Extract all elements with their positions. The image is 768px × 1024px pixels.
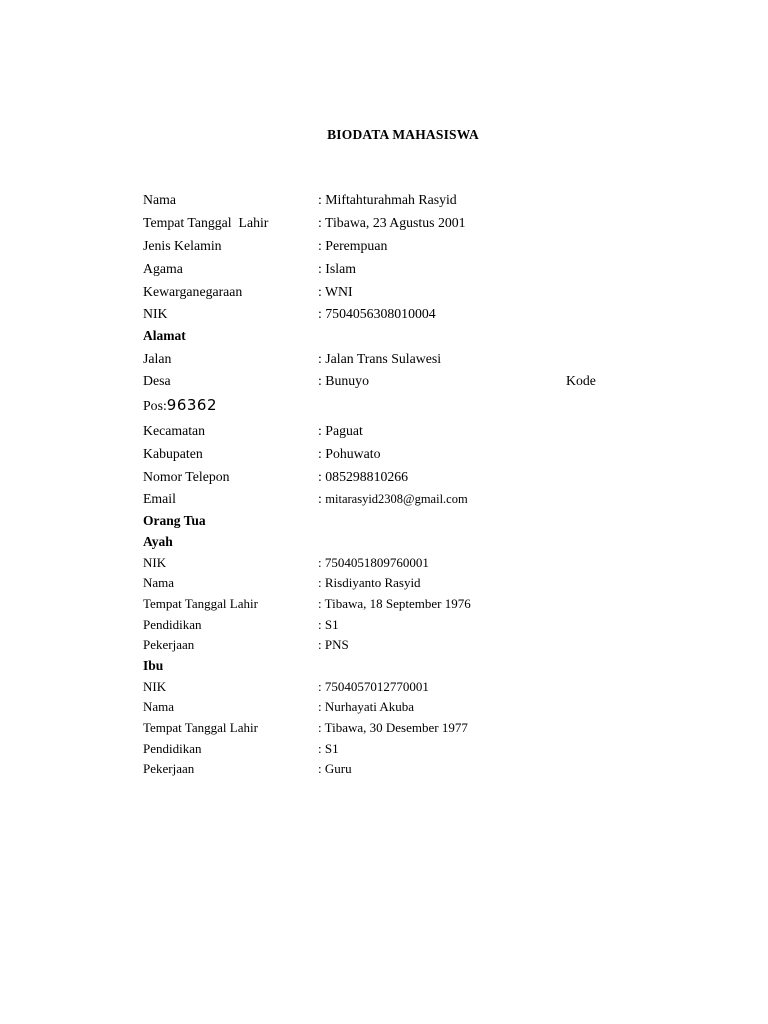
row-nama: [143, 192, 703, 212]
field-label: Tempat Tanggal Lahir: [143, 596, 258, 611]
field-label: Pendidikan: [143, 617, 202, 632]
field-label: Jenis Kelamin: [143, 238, 222, 253]
field-value: : 7504056308010004: [318, 306, 436, 321]
field-label: NIK: [143, 555, 167, 570]
row-kewarganegaraan: [143, 284, 703, 304]
field-value: : Guru: [318, 761, 352, 776]
field-value: : Perempuan: [318, 238, 388, 253]
field-value: : Tibawa, 23 Agustus 2001: [318, 215, 466, 230]
field-value: : 7504057012770001: [318, 679, 429, 694]
field-label: Kewarganegaraan: [143, 284, 243, 299]
row-agama: [143, 261, 703, 281]
row-nik: [143, 306, 703, 326]
row-jalan: [143, 351, 703, 371]
row-email: [143, 491, 703, 511]
kode-pos: [143, 396, 217, 414]
alamat-heading: Alamat: [143, 328, 186, 343]
field-value: : S1: [318, 617, 339, 632]
page-title: BIODATA MAHASISWA: [327, 127, 479, 142]
field-value: : PNS: [318, 637, 349, 652]
row-kecamatan: [143, 423, 703, 443]
email-link[interactable]: mitarasyid2308@gmail.com: [325, 492, 468, 506]
field-value: : Risdiyanto Rasyid: [318, 575, 421, 590]
row-desa: [143, 373, 703, 393]
field-value: : Pohuwato: [318, 446, 381, 461]
field-value: : Paguat: [318, 423, 363, 438]
row-tempat-tanggal-lahir: [143, 215, 703, 235]
field-value: : Miftahturahmah Rasyid: [318, 192, 457, 207]
field-label: NIK: [143, 679, 167, 694]
field-value: : 085298810266: [318, 469, 409, 484]
field-label: Desa: [143, 373, 171, 388]
pos-label: Pos:: [143, 398, 167, 413]
field-value: : Tibawa, 18 September 1976: [318, 596, 471, 611]
pos-value: 96362: [166, 396, 217, 414]
field-label: Email: [143, 491, 176, 506]
field-label: Nama: [143, 575, 175, 590]
field-label: Nomor Telepon: [143, 469, 230, 484]
field-value: : Islam: [318, 261, 356, 276]
field-value: : 7504051809760001: [318, 555, 429, 570]
row-jenis-kelamin: [143, 238, 703, 258]
row-ibu-ttl: [143, 720, 703, 740]
row-ayah-nik: [143, 555, 703, 575]
row-kabupaten: [143, 446, 703, 466]
row-ayah-nama: [143, 575, 703, 595]
row-nomor-telepon: [143, 469, 703, 489]
field-label: Kabupaten: [143, 446, 203, 461]
row-ayah-pekerjaan: [143, 637, 703, 657]
field-label: Kecamatan: [143, 423, 206, 438]
field-value: : Nurhayati Akuba: [318, 699, 415, 714]
field-label: Jalan: [143, 351, 172, 366]
orang-tua-heading: Orang Tua: [143, 513, 206, 528]
field-label: NIK: [143, 306, 168, 321]
field-label: Tempat Tanggal Lahir: [143, 215, 269, 230]
row-ibu-nik: [143, 679, 703, 699]
field-label: Pekerjaan: [143, 637, 195, 652]
field-label: Tempat Tanggal Lahir: [143, 720, 258, 735]
kode-label: Kode: [566, 373, 596, 388]
field-value: : WNI: [318, 284, 353, 299]
row-ibu-nama: [143, 699, 703, 719]
field-value: [318, 491, 468, 507]
field-label: Nama: [143, 699, 175, 714]
row-ayah-pendidikan: [143, 617, 703, 637]
field-value: : S1: [318, 741, 339, 756]
field-label: Pendidikan: [143, 741, 202, 756]
row-ibu-pekerjaan: [143, 761, 703, 781]
ayah-heading: Ayah: [143, 534, 173, 549]
row-ayah-ttl: [143, 596, 703, 616]
field-label: Agama: [143, 261, 183, 276]
field-label: Nama: [143, 192, 176, 207]
field-label: Pekerjaan: [143, 761, 195, 776]
ibu-heading: Ibu: [143, 658, 164, 673]
email-colon: :: [318, 491, 326, 506]
field-value: : Tibawa, 30 Desember 1977: [318, 720, 468, 735]
field-value: : Jalan Trans Sulawesi: [318, 351, 442, 366]
row-ibu-pendidikan: [143, 741, 703, 761]
field-value: : Bunuyo: [318, 373, 369, 388]
